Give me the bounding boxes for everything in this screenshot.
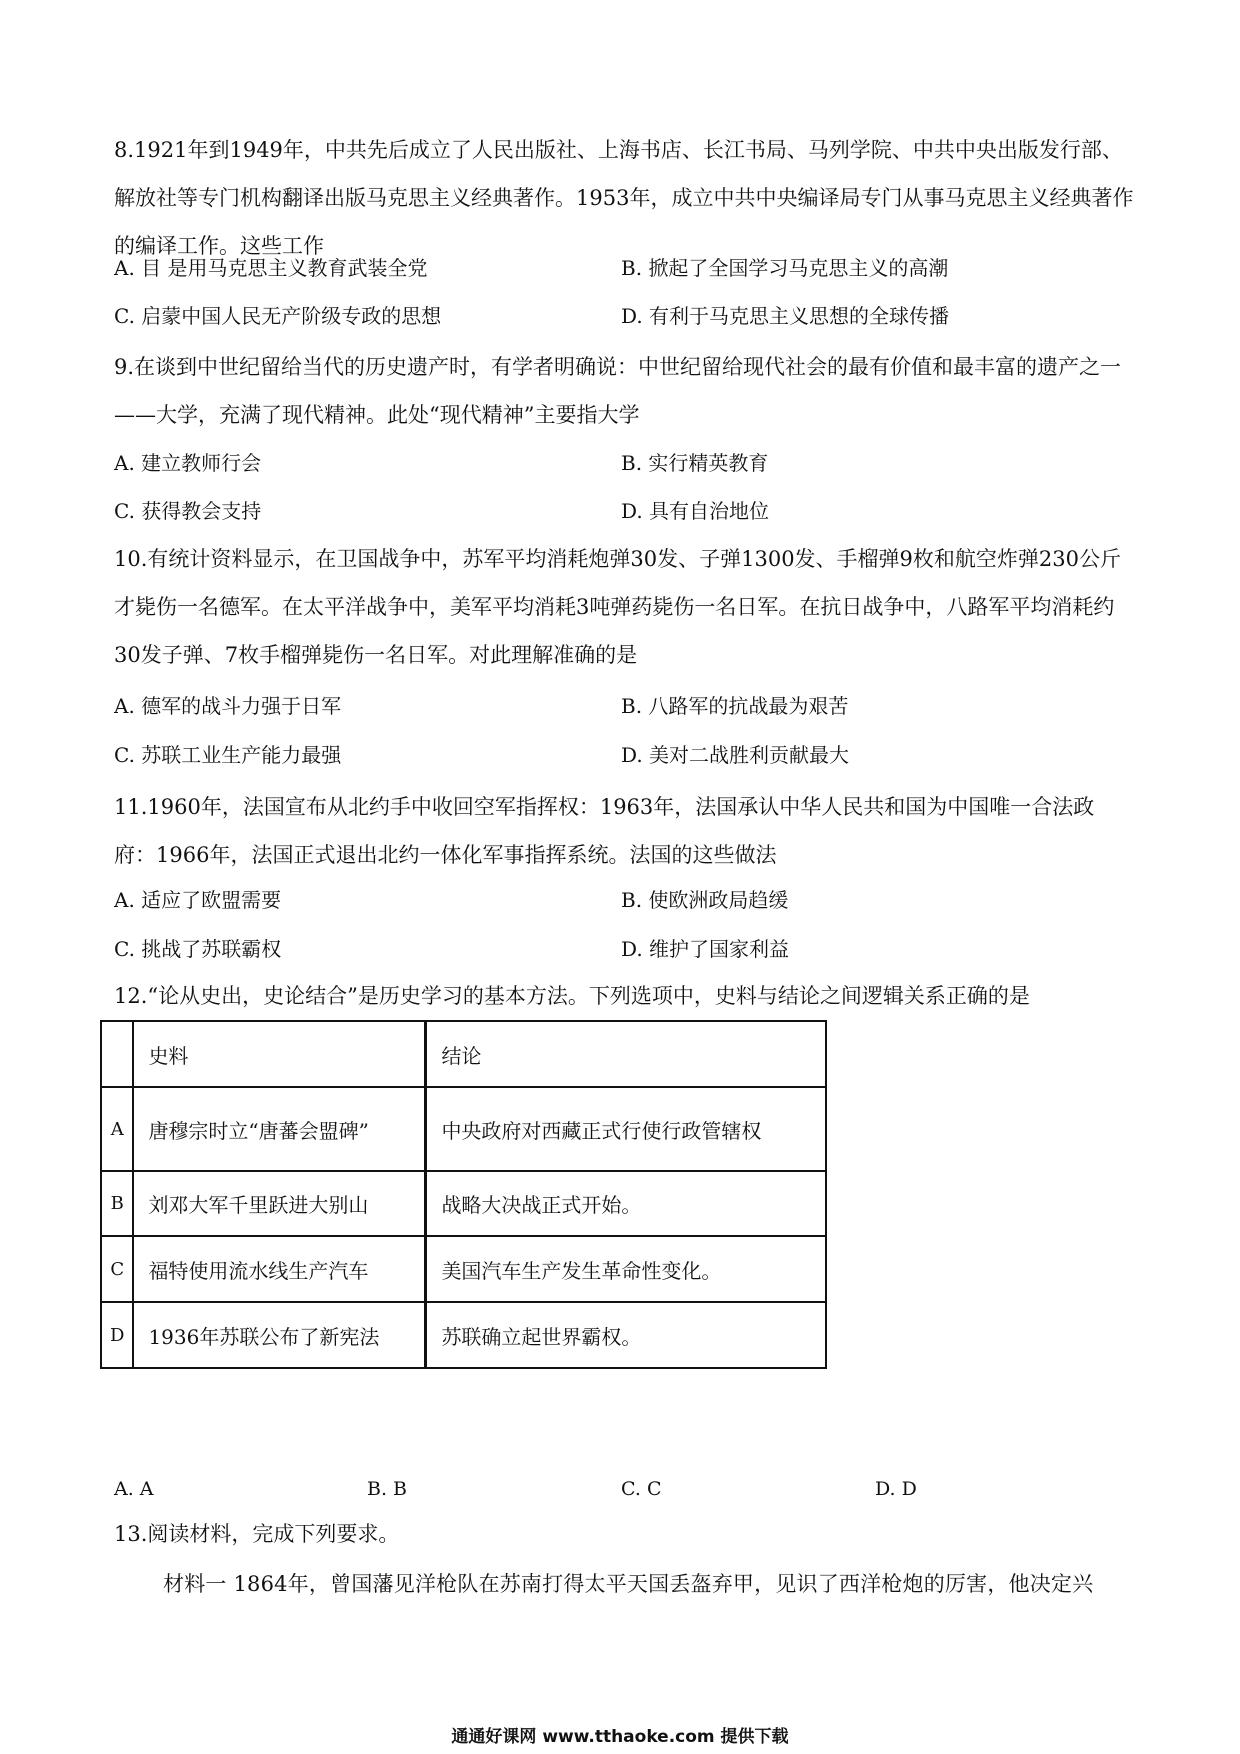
q12-answer-b: B. B (367, 1478, 408, 1500)
q8-stem: 8.1921年到1949年，中共先后成立了人民出版社、上海书店、长江书局、马列学院、中共中央出版发行部、解放社等专门机构翻译出版马克思主义经典著作。1953年，成立中共中央编译局专门从事马克思主义经典著作的编译工作。这些工作 (114, 138, 1134, 258)
q11-option-a: A. 适应了欧盟需要 (114, 888, 282, 912)
q9-stem: 9.在谈到中世纪留给当代的历史遗产时，有学者明确说：中世纪留给现代社会的最有价值和最丰富的遗产之一——大学，充满了现代精神。此处“现代精神”主要指大学 (114, 355, 1122, 427)
q11-stem: 11.1960年，法国宣布从北约手中收回空军指挥权：1963年，法国承认中华人民共和国为中国唯一合法政府：1966年，法国正式退出北约一体化军事指挥系统。法国的这些做法 (114, 795, 1095, 867)
table-header-source: 史料 (133, 1021, 426, 1087)
row-conclusion: 战略大决战正式开始。 (426, 1171, 827, 1236)
q8-option-a: A. 目 是用马克思主义教育武装全党 (114, 256, 428, 280)
q8-option-d: D. 有利于马克思主义思想的全球传播 (621, 304, 950, 328)
q12-answer-a: A. A (114, 1478, 154, 1500)
table-row (101, 1236, 826, 1302)
q12-stem: 12.“论从史出，史论结合”是历史学习的基本方法。下列选项中，史料与结论之间逻辑关系正确的是 (114, 984, 1030, 1008)
q10-stem: 10.有统计资料显示，在卫国战争中，苏军平均消耗炮弹30发、子弹1300发、手榴弹9枚和航空炸弹230公斤才毙伤一名德军。在太平洋战争中，美军平均消耗3吨弹药毙伤一名日军。在抗日战争中，八路军平均消耗约30发子弹、7枚手榴弹毙伤一名日军。对此理解准确的是 (114, 547, 1122, 667)
q9-option-c: C. 获得教会支持 (114, 499, 262, 523)
q12-answer-d: D. D (875, 1478, 917, 1500)
q9-option-a: A. 建立教师行会 (114, 451, 262, 475)
table-header-row (101, 1021, 826, 1087)
q10-option-c: C. 苏联工业生产能力最强 (114, 743, 342, 767)
row-conclusion: 苏联确立起世界霸权。 (426, 1302, 827, 1368)
row-source: 福特使用流水线生产汽车 (133, 1236, 426, 1302)
row-conclusion: 中央政府对西藏正式行使行政管辖权 (426, 1087, 827, 1171)
q9-option-d: D. 具有自治地位 (621, 499, 770, 523)
row-letter: D (101, 1302, 133, 1368)
table-row (101, 1171, 826, 1236)
q12-answer-c: C. C (621, 1478, 662, 1500)
row-letter: C (101, 1236, 133, 1302)
table-row (101, 1087, 826, 1171)
row-source: 刘邓大军千里跃进大别山 (133, 1171, 426, 1236)
q11-option-d: D. 维护了国家利益 (621, 937, 790, 961)
page-footer: 通通好课网 www.tthaoke.com 提供下载 (451, 1727, 789, 1747)
q10-option-a: A. 德军的战斗力强于日军 (114, 694, 342, 718)
q9-option-b: B. 实行精英教育 (621, 451, 769, 475)
q8-option-c: C. 启蒙中国人民无产阶级专政的思想 (114, 304, 442, 328)
q13-stem: 13.阅读材料，完成下列要求。 (114, 1522, 400, 1546)
q8-option-b: B. 掀起了全国学习马克思主义的高潮 (621, 256, 949, 280)
table-header-blank (101, 1021, 133, 1087)
row-source: 1936年苏联公布了新宪法 (133, 1302, 426, 1368)
q10-option-b: B. 八路军的抗战最为艰苦 (621, 694, 849, 718)
row-conclusion: 美国汽车生产发生革命性变化。 (426, 1236, 827, 1302)
row-source: 唐穆宗时立“唐蕃会盟碑” (133, 1087, 426, 1171)
q11-option-c: C. 挑战了苏联霸权 (114, 937, 282, 961)
q11-option-b: B. 使欧洲政局趋缓 (621, 888, 789, 912)
q12-history-table (100, 1020, 827, 1369)
q10-option-d: D. 美对二战胜利贡献最大 (621, 743, 850, 767)
q13-material-1: 材料一 1864年，曾国藩见洋枪队在苏南打得太平天国丢盔弃甲，见识了西洋枪炮的厉害，他决定兴 (163, 1572, 1094, 1596)
table-header-conclusion: 结论 (426, 1021, 827, 1087)
table-row (101, 1302, 826, 1368)
row-letter: B (101, 1171, 133, 1236)
row-letter: A (101, 1087, 133, 1171)
